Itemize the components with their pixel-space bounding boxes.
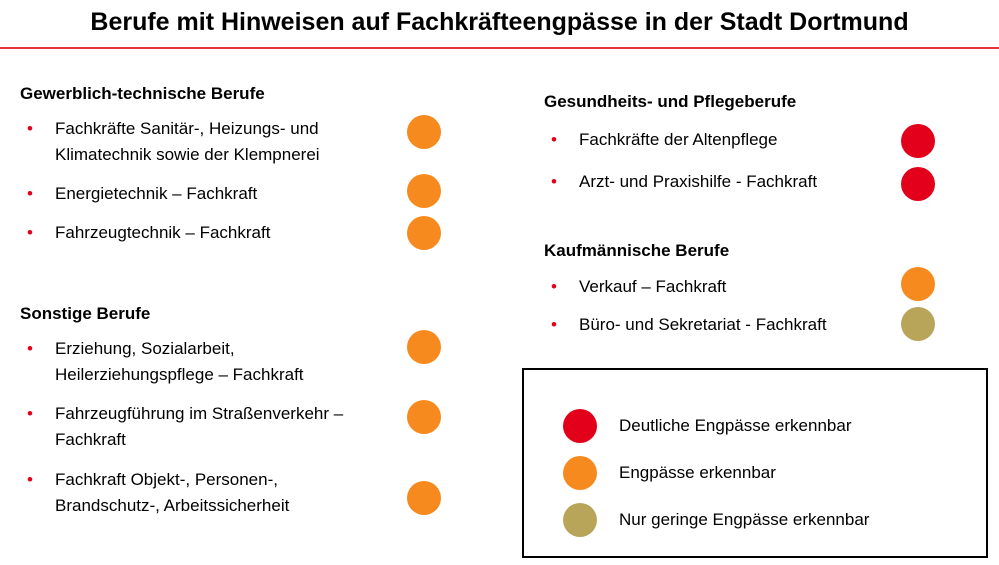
item-line: Brandschutz-, Arbeitssicherheit — [55, 496, 290, 515]
status-dot — [407, 330, 441, 364]
status-dot — [407, 481, 441, 515]
bullet: • — [27, 404, 33, 423]
item-line: Erziehung, Sozialarbeit, — [55, 339, 235, 358]
item-text: Fahrzeugtechnik – Fachkraft — [55, 223, 271, 242]
status-dot — [407, 115, 441, 149]
legend-label: Deutliche Engpässe erkennbar — [619, 416, 852, 435]
status-dot — [407, 174, 441, 208]
item-line: Fahrzeugführung im Straßenverkehr – — [55, 404, 344, 423]
item-line: Heilerziehungspflege – Fachkraft — [55, 365, 304, 384]
item-text — [55, 401, 343, 453]
bullet: • — [27, 470, 33, 489]
bullet: • — [551, 277, 557, 296]
item-line: Fachkraft Objekt-, Personen-, — [55, 470, 278, 489]
section-title: Kaufmännische Berufe — [544, 241, 730, 260]
status-dot — [407, 400, 441, 434]
item-text: Büro- und Sekretariat - Fachkraft — [579, 315, 827, 334]
item-text — [55, 336, 304, 388]
bullet: • — [551, 130, 557, 149]
bullet: • — [27, 339, 33, 358]
legend-label: Nur geringe Engpässe erkennbar — [619, 510, 870, 529]
item-line: Fachkraft — [55, 430, 126, 449]
item-text — [55, 116, 320, 168]
legend — [522, 368, 988, 558]
bullet: • — [551, 172, 557, 191]
bullet: • — [27, 223, 33, 242]
legend-dot — [563, 409, 597, 443]
section-title: Gesundheits- und Pflegeberufe — [544, 92, 797, 111]
item-text — [55, 467, 289, 519]
bullet: • — [27, 184, 33, 203]
bullet: • — [551, 315, 557, 334]
legend-label: Engpässe erkennbar — [619, 463, 776, 482]
legend-dot — [563, 503, 597, 537]
item-line: Fachkräfte Sanitär-, Heizungs- und — [55, 119, 319, 138]
section-title: Gewerblich-technische Berufe — [20, 84, 265, 103]
item-text: Verkauf – Fachkraft — [579, 277, 727, 296]
title-divider — [0, 47, 999, 49]
status-dot — [901, 307, 935, 341]
page-title: Berufe mit Hinweisen auf Fachkräfteengpässe in der Stadt Dortmund — [90, 8, 909, 36]
item-line: Klimatechnik sowie der Klempnerei — [55, 145, 320, 164]
status-dot — [901, 124, 935, 158]
legend-dot — [563, 456, 597, 490]
status-dot — [407, 216, 441, 250]
item-text: Fachkräfte der Altenpflege — [579, 130, 778, 149]
status-dot — [901, 267, 935, 301]
status-dot — [901, 167, 935, 201]
item-text: Arzt- und Praxishilfe - Fachkraft — [579, 172, 818, 191]
section-title: Sonstige Berufe — [20, 304, 151, 323]
item-text: Energietechnik – Fachkraft — [55, 184, 258, 203]
bullet: • — [27, 119, 33, 138]
